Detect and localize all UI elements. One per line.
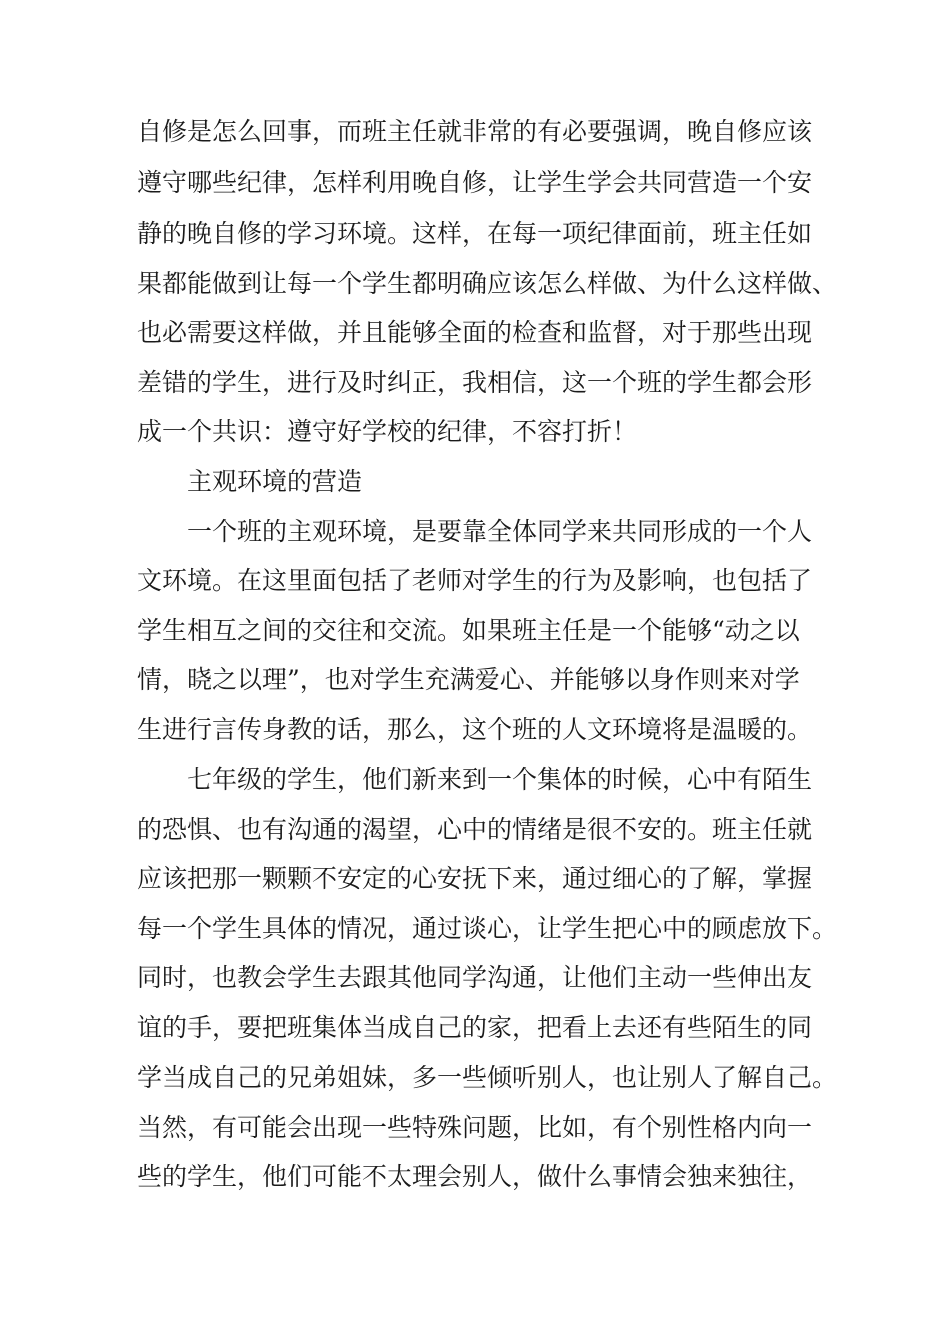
text-line: 自修是怎么回事，而班主任就非常的有必要强调，晚自修应该 <box>137 117 813 146</box>
text-line: 果都能做到让每一个学生都明确应该怎么样做、为什么这样做、 <box>137 269 838 298</box>
text-line: 的恐惧、也有沟通的渴望，心中的情绪是很不安的。班主任就 <box>137 815 813 844</box>
text-line: 学生相互之间的交往和交流。如果班主任是一个能够“动之以 <box>137 616 800 645</box>
text-line: 七年级的学生，他们新来到一个集体的时候，心中有陌生 <box>187 765 813 794</box>
text-line: 情，晓之以理”，也对学生充满爱心、并能够以身作则来对学 <box>137 665 800 694</box>
text-line: 应该把那一颗颗不安定的心安抚下来，通过细心的了解，掌握 <box>137 864 813 893</box>
text-line: 静的晚自修的学习环境。这样，在每一项纪律面前，班主任如 <box>137 219 813 248</box>
text-line: 差错的学生，进行及时纠正，我相信，这一个班的学生都会形 <box>137 368 813 397</box>
text-line: 遵守哪些纪律，怎样利用晚自修，让学生学会共同营造一个安 <box>137 168 813 197</box>
text-line: 成一个共识：遵守好学校的纪律，不容打折！ <box>137 417 638 446</box>
text-line: 些的学生，他们可能不太理会别人，做什么事情会独来独往， <box>137 1162 813 1191</box>
text-line: 一个班的主观环境，是要靠全体同学来共同形成的一个人 <box>187 517 813 546</box>
text-line: 谊的手，要把班集体当成自己的家，把看上去还有些陌生的同 <box>137 1013 813 1042</box>
text-line: 也必需要这样做，并且能够全面的检查和监督，对于那些出现 <box>137 318 813 347</box>
text-line: 生进行言传身教的话，那么，这个班的人文环境将是温暖的。 <box>137 715 813 744</box>
text-line: 每一个学生具体的情况，通过谈心，让学生把心中的顾虑放下。 <box>137 914 838 943</box>
text-line: 当然，有可能会出现一些特殊问题，比如，有个别性格内向一 <box>137 1113 813 1142</box>
section-heading: 主观环境的营造 <box>187 467 363 496</box>
text-line: 同时，也教会学生去跟其他同学沟通，让他们主动一些伸出友 <box>137 963 813 992</box>
text-line: 文环境。在这里面包括了老师对学生的行为及影响，也包括了 <box>137 566 813 595</box>
text-line: 学当成自己的兄弟姐妹，多一些倾听别人，也让别人了解自己。 <box>137 1063 838 1092</box>
